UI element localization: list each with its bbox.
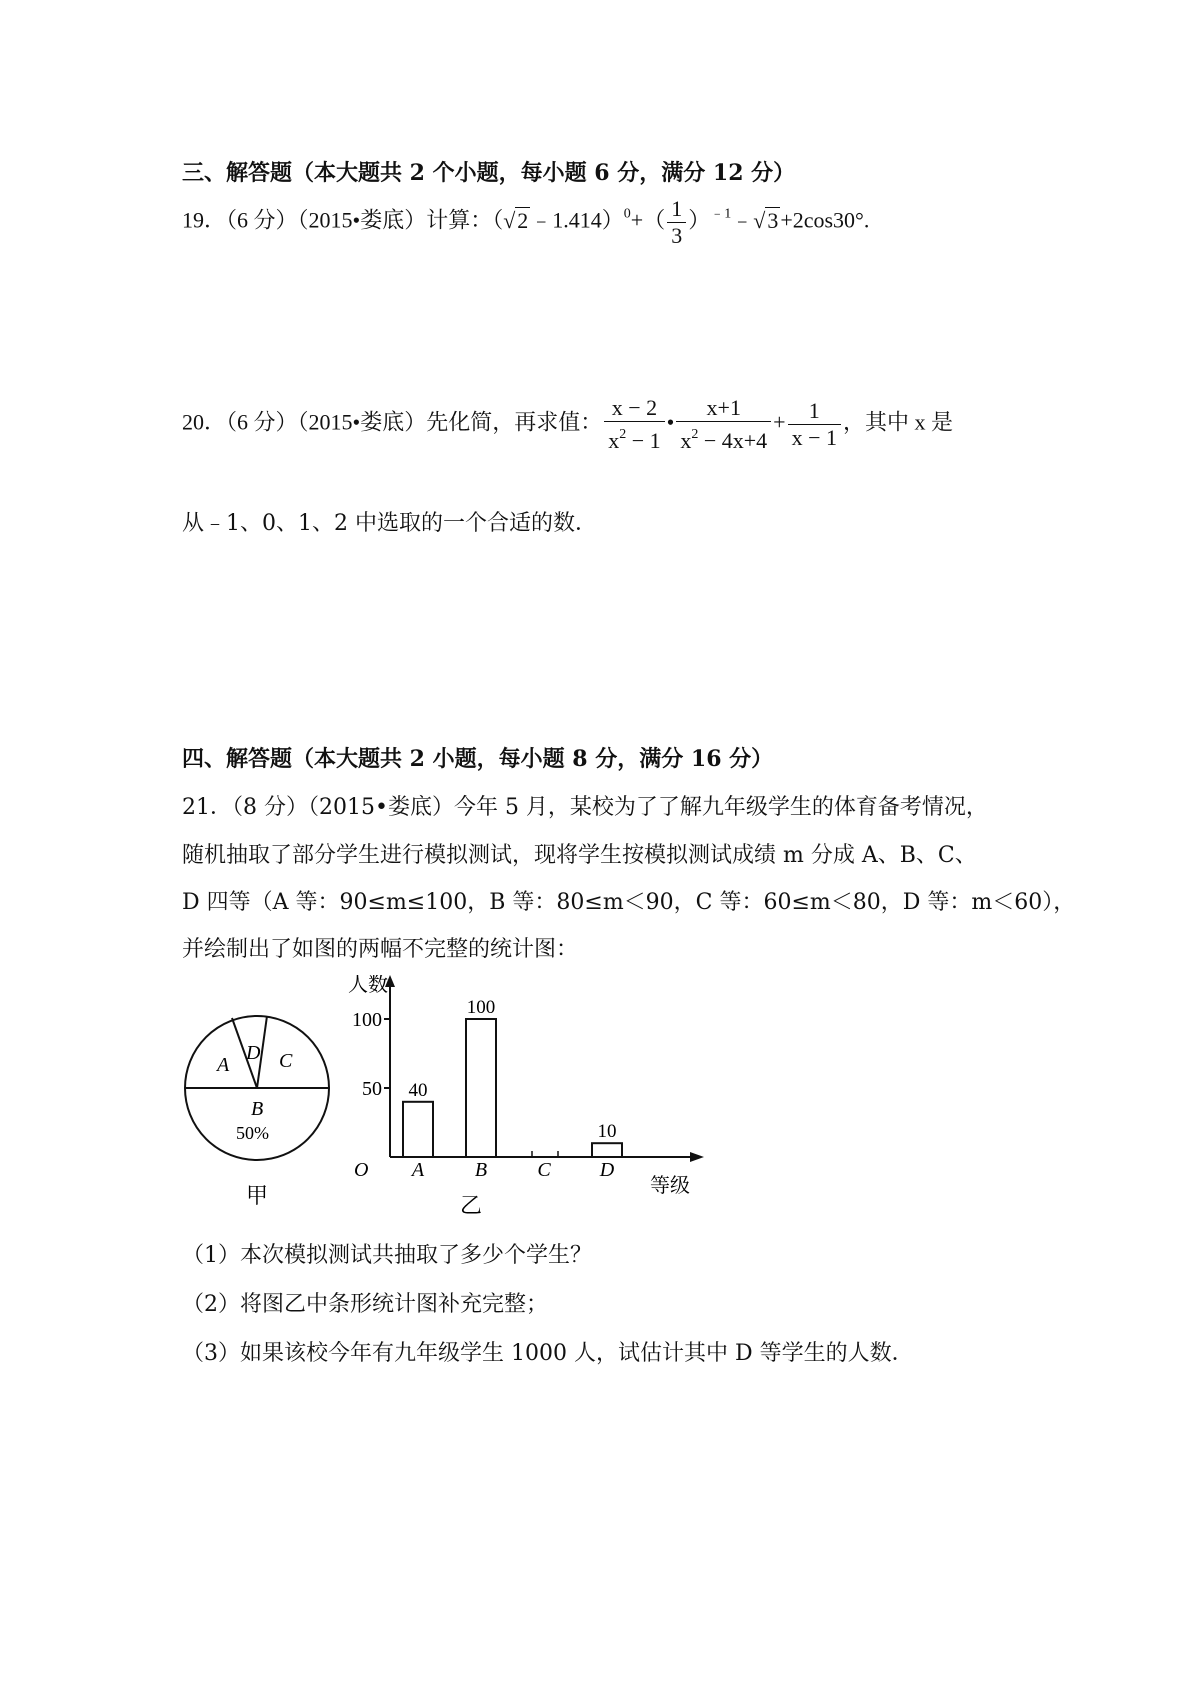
pie-chart	[178, 1005, 338, 1210]
q20-plus: +	[773, 409, 786, 435]
q21-sub2: （2）将图乙中条形统计图补充完整；	[182, 1292, 548, 1317]
origin-label: O	[354, 1159, 369, 1181]
q19-close: ）	[688, 207, 711, 233]
y-tick-label: 50	[362, 1078, 382, 1100]
q21-sub1: （1）本次模拟测试共抽取了多少个学生？	[182, 1243, 592, 1268]
q19-tail: +2cos30°.	[780, 207, 870, 233]
x-tick-label: A	[411, 1159, 425, 1181]
x-tick-label: D	[599, 1159, 615, 1181]
fraction-3: $\frac{1}{x - 1}$	[788, 398, 841, 451]
sqrt-2: √2	[503, 207, 529, 233]
y-axis-label: 人数	[348, 975, 388, 996]
q21-line3: D 四等（A 等：90≤m≤100，B 等：80≤m＜90，C 等：60≤m＜80，D 等：m＜60），	[182, 890, 1076, 915]
bar-chart	[338, 975, 708, 1220]
x-tick-label: B	[474, 1159, 488, 1181]
bar-d	[592, 1143, 622, 1157]
question-19	[182, 196, 869, 249]
section3-heading: 三、解答题（本大题共 2 个小题，每小题 6 分，满分 12 分）	[182, 160, 796, 186]
q19-minus-sqrt: ﹣	[731, 207, 754, 233]
q20-line2: 从﹣1、0、1、2 中选取的一个合适的数．	[182, 511, 597, 536]
pie-label-c: C	[279, 1050, 293, 1072]
question-20	[182, 395, 953, 454]
data-label-b: 100	[466, 997, 496, 1018]
q19-prefix: 19．（6 分）（2015•娄底）计算：（	[182, 207, 504, 233]
bar-b	[466, 1019, 496, 1157]
q20-dot: •	[666, 409, 675, 435]
section4-heading: 四、解答题（本大题共 2 小题，每小题 8 分，满分 16 分）	[182, 746, 774, 772]
pie-b-percent: 50%	[236, 1123, 269, 1143]
x-tick-label: C	[537, 1159, 551, 1181]
pie-label-b: B	[251, 1098, 264, 1120]
q20-suffix: ，其中 x 是	[843, 409, 954, 435]
data-label-d: 10	[597, 1121, 617, 1143]
bar-a	[403, 1102, 433, 1157]
fraction-2: $\frac{x+1}{x^2 - 4x+4}$	[676, 395, 771, 454]
x-axis-arrow	[690, 1152, 704, 1162]
q21-line2: 随机抽取了部分学生进行模拟测试，现将学生按模拟测试成绩 m 分成 A、B、C、	[182, 843, 977, 868]
q21-line4: 并绘制出了如图的两幅不完整的统计图：	[182, 937, 579, 962]
fraction-one-third: $\frac{1}{3}$	[667, 196, 686, 249]
x-axis-label: 等级	[650, 1175, 690, 1197]
pie-label-d: D	[246, 1042, 261, 1064]
data-label-a: 40	[408, 1079, 428, 1101]
bar-chart-caption: 乙	[460, 1193, 483, 1218]
q19-minus-val: ﹣1.414）	[530, 207, 624, 233]
q21-line1: 21．（8 分）（2015•娄底）今年 5 月，某校为了了解九年级学生的体育备考情况，	[182, 795, 988, 820]
q20-prefix: 20．（6 分）（2015•娄底）先化简，再求值：	[182, 409, 603, 435]
pie-caption: 甲	[246, 1183, 269, 1208]
fraction-1: $\frac{x - 2}{x^2 - 1}$	[604, 395, 664, 454]
pie-label-a: A	[217, 1054, 230, 1076]
q19-exp0: 0	[623, 206, 631, 222]
sqrt-3: √3	[753, 207, 779, 233]
y-tick-label: 100	[352, 1009, 382, 1031]
q19-exp-neg1: ﹣1	[710, 206, 732, 222]
q19-plus: +（	[630, 207, 666, 233]
q21-sub3: （3）如果该校今年有九年级学生 1000 人，试估计其中 D 等学生的人数．	[182, 1341, 914, 1366]
